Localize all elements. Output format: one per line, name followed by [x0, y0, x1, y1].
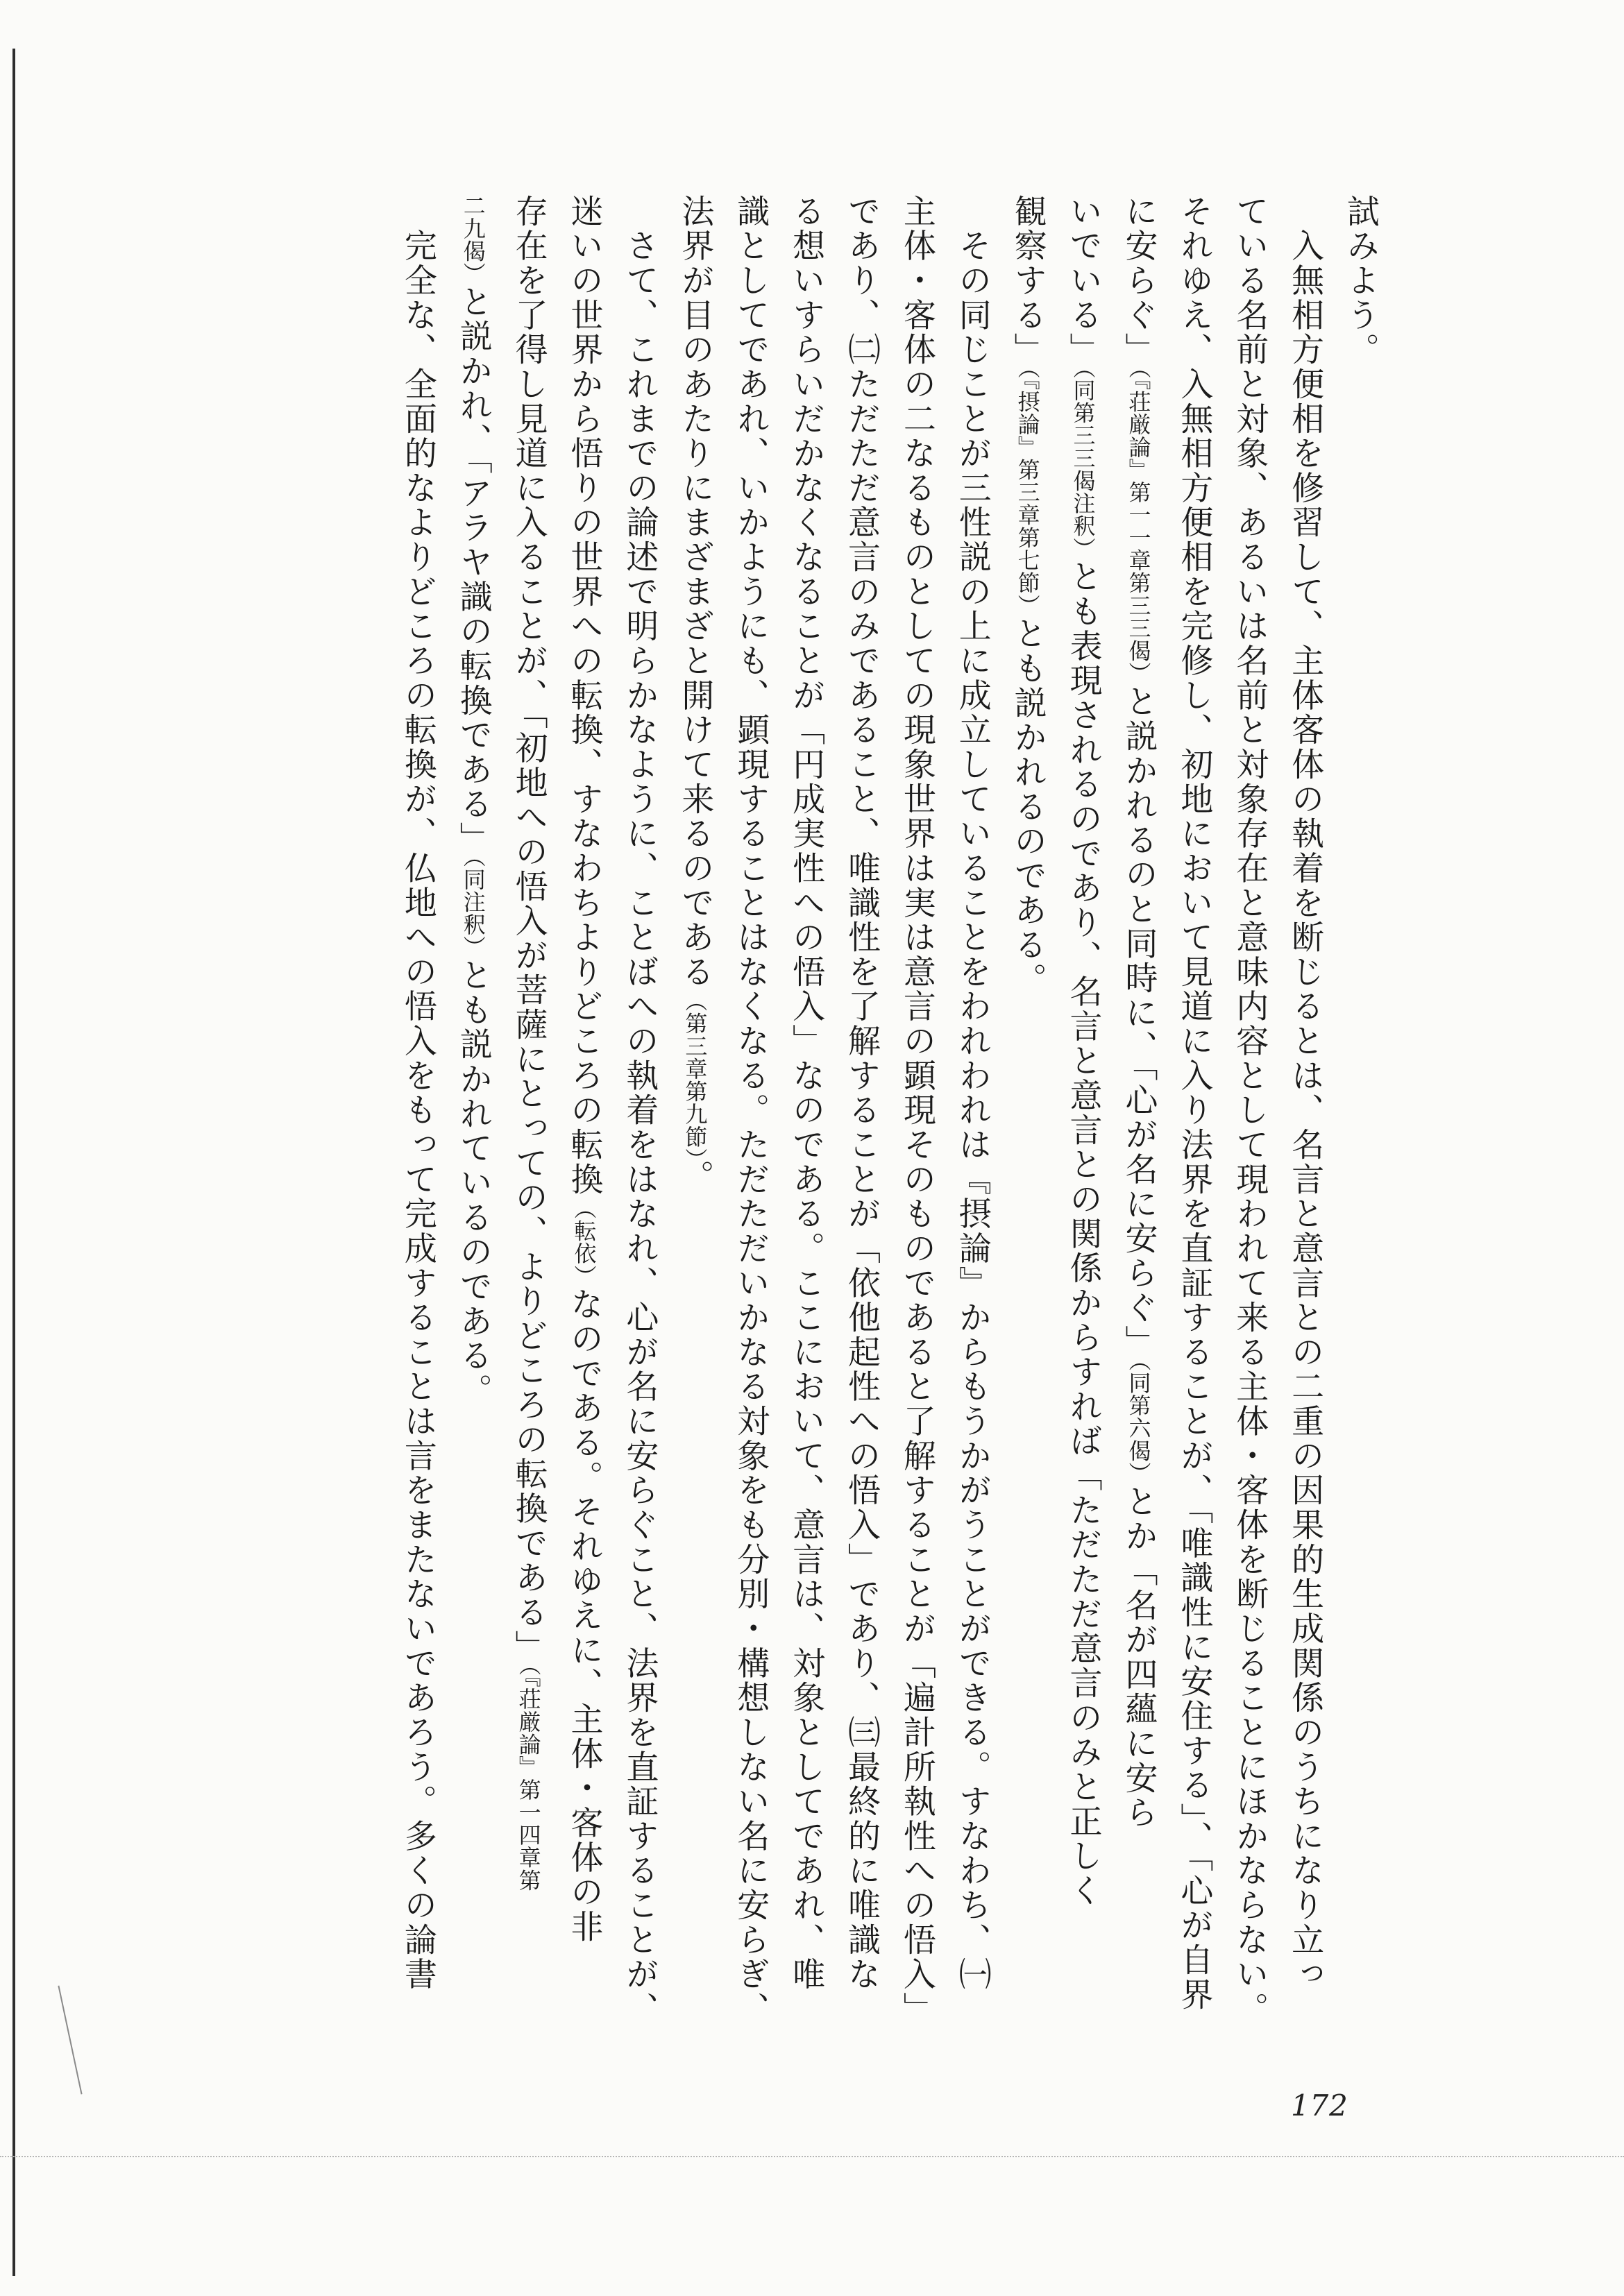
- text-line: る想いすらいだかなくなることが「円成実性への悟入」なのである。ここにおいて、意言は、対象としてであれ、唯: [787, 194, 826, 1992]
- text-line: ている名前と対象、あるいは名前と対象存在と意味内容として現われて来る主体・客体を断じることにほかならない。: [1230, 194, 1269, 2027]
- text-line: 二九偈）と説かれ、「アラヤ識の転換である」（同注釈）とも説かれているのである。: [454, 194, 493, 1408]
- text-line: それゆえ、入無相方便相を完修し、初地において見道に入り法界を直証することが、「唯識性に安住する」、「心が自界: [1175, 194, 1214, 2012]
- citation-note: （『荘厳論』第一一章第三三偈）: [1125, 367, 1152, 685]
- text-line: 迷いの世界から悟りの世界への転換、すなわちよりどころの転換（転依）なのである。それゆえに、主体・客体の非: [565, 194, 604, 1944]
- page-number: 172: [1291, 2089, 1348, 2123]
- text-line: 法界が目のあたりにまざまざと開けて来るのである（第三章第九節）。: [676, 194, 715, 1194]
- scan-stray-mark: [58, 1986, 82, 2095]
- text-line: 識としてであれ、いかようにも、顕現することはなくなる。ただただいかなる対象をも分別・構想しない名に安らぎ、: [731, 194, 770, 2027]
- binding-edge-line: [12, 49, 15, 2276]
- citation-note: （同注釈）: [459, 856, 487, 959]
- citation-note: （同第三三偈注釈）: [1069, 367, 1097, 560]
- text-line: その同じことが三性説の上に成立していることをわれわれは『摂論』からもうかがうことができる。すなわち、㈠: [953, 194, 992, 1992]
- text-line: 観察する」（『摂論』第三章第七節）とも説かれるのである。: [1008, 194, 1047, 997]
- citation-note: （転依）: [570, 1196, 598, 1288]
- citation-note: （同第六偈）: [1125, 1359, 1152, 1485]
- text-line: 入無相方便相を修習して、主体客体の執着を断じるとは、名言と意言との二重の因果的生成関係のうちになり立っ: [1286, 194, 1325, 1992]
- text-line: 試みよう。: [1342, 194, 1380, 368]
- citation-note: 二九偈）: [459, 194, 487, 285]
- citation-note: （第三章第九節）: [682, 989, 709, 1159]
- text-line: 主体・客体の二なるものとしての現象世界は実は意言の顕現そのものであると了解することが「遍計所執性への悟入」: [897, 194, 936, 2027]
- citation-note: （『摂論』第三章第七節）: [1014, 367, 1041, 617]
- text-line: に安らぐ」（『荘厳論』第一一章第三三偈）と説かれるのと同時に、「心が名に安らぐ」（同第六偈）とか「名が四蘊に安ら: [1119, 194, 1158, 1830]
- body-text-vertical: [236, 194, 1388, 2027]
- citation-note: （『荘厳論』第一四章第: [515, 1664, 542, 1891]
- text-line: 完全な、全面的なよりどころの転換が、仏地への悟入をもって完成することは言をまたないであろう。多くの論書: [398, 194, 437, 1992]
- text-line: さて、これまでの論述で明らかなように、ことばへの執着をはなれ、心が名に安らぐこと、法界を直証することが、: [620, 194, 659, 2027]
- text-line: いでいる」（同第三三偈注釈）とも表現されるのであり、名言と意言との関係からすれば「ただただ意言のみと正しく: [1064, 194, 1103, 1908]
- text-line: であり、㈡ただただ意言のみであること、唯識性を了解することが「依他起性への悟入」であり、㈢最終的に唯識な: [842, 194, 881, 1992]
- scan-dotted-line: [0, 2156, 1624, 2157]
- text-line: 存在を了得し見道に入ることが、「初地への悟入が菩薩にとっての、よりどころの転換である」（『荘厳論』第一四章第: [509, 194, 548, 1891]
